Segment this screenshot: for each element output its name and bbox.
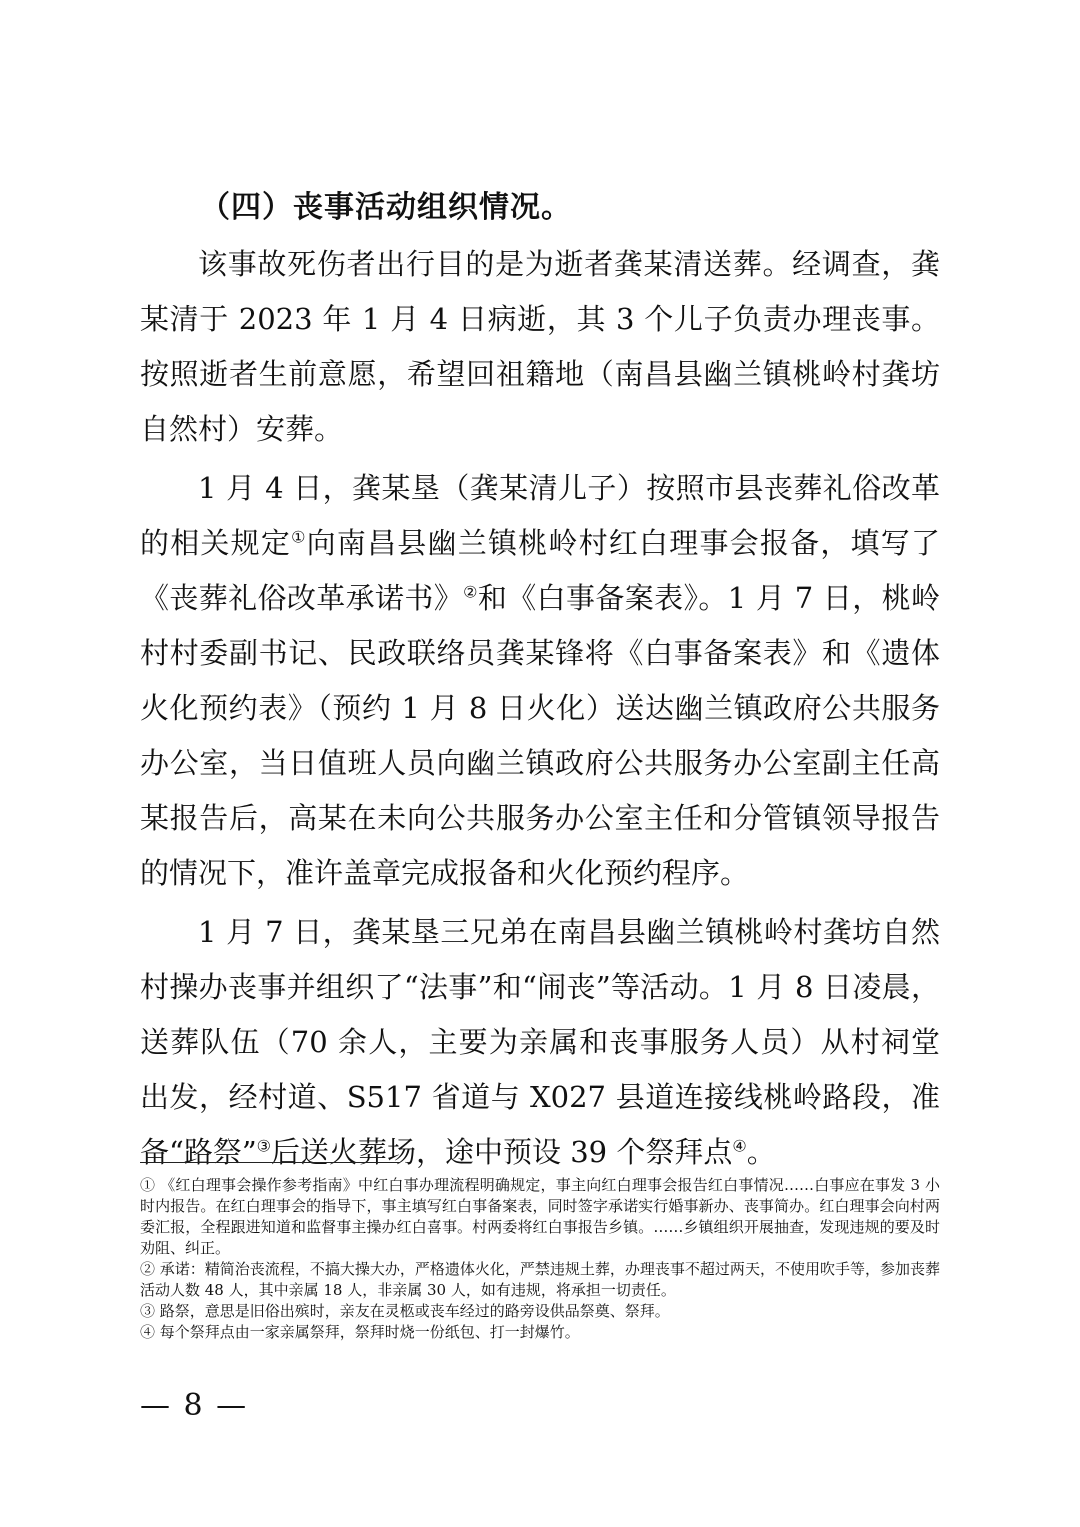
footnote-1: ① 《红白理事会操作参考指南》中红白事办理流程明确规定，事主向红白理事会报告红白事情况……白事应在事发 3 小时内报告。在红白理事会的指导下，事主填写红白事备案表，同时签字承诺实行婚事新办、丧事简办。红白理事会向村两委汇报，全程跟进知道和监督事主操办红白喜事。村两委将红白事报告乡镇。……乡镇组织开展抽查，发现违规的要及时劝阻、纠正。 — [140, 1176, 940, 1257]
footnote-4: ④ 每个祭拜点由一家亲属祭拜，祭拜时烧一份纸包、打一封爆竹。 — [140, 1323, 580, 1341]
paragraph-2-part-a: 1 月 4 日，龚某垦（龚某清儿子）按照市县丧葬礼俗改革的相关规定 — [140, 471, 940, 560]
section-heading: （四）丧事活动组织情况。 — [200, 190, 572, 225]
footnote-ref-1[interactable]: ① — [291, 527, 307, 547]
paragraph-3-part-c: 。 — [746, 1135, 776, 1169]
page-number: — 8 — — [140, 1388, 249, 1423]
footnote-ref-4[interactable]: ④ — [732, 1136, 747, 1156]
paragraph-3 — [140, 905, 940, 1180]
footnotes — [140, 1175, 940, 1343]
footnote-divider — [140, 1162, 400, 1163]
paragraph-1: 该事故死伤者出行目的是为逝者龚某清送葬。经调查，龚某清于 2023 年 1 月 4 日病逝，其 3 个儿子负责办理丧事。按照逝者生前意愿，希望回祖籍地（南昌县幽兰镇桃岭村龚坊自然村）安葬。 — [140, 247, 940, 446]
footnote-ref-3[interactable]: ③ — [256, 1136, 271, 1156]
footnote-ref-2[interactable]: ② — [463, 582, 478, 602]
body-text — [140, 237, 940, 1180]
footnote-3: ③ 路祭，意思是旧俗出殡时，亲友在灵柩或丧车经过的路旁设供品祭奠、祭拜。 — [140, 1302, 670, 1320]
paragraph-2 — [140, 461, 940, 901]
paragraph-2-part-b: 向南昌县幽兰镇桃岭村红白理事会报备，填写了《丧葬礼俗改革承诺书》 — [140, 526, 940, 615]
paragraph-2-part-c: 和《白事备案表》。1 月 7 日，桃岭村村委副书记、民政联络员龚某锋将《白事备案表》和《遗体火化预约表》（预约 1 月 8 日火化）送达幽兰镇政府公共服务办公室，当日值班人员向幽兰镇政府公共服务办公室副主任高某报告后，高某在未向公共服务办公室主任和分管镇领导报告的情况下，准许盖章完成报备和火化预约程序。 — [140, 581, 940, 890]
paragraph-3-part-b: 后送火葬场，途中预设 39 个祭拜点 — [271, 1135, 733, 1169]
paragraph-3-part-a: 1 月 7 日，龚某垦三兄弟在南昌县幽兰镇桃岭村龚坊自然村操办丧事并组织了“法事”和“闹丧”等活动。1 月 8 日凌晨，送葬队伍（70 余人，主要为亲属和丧事服务人员）从村祠堂出发，经村道、S517 省道与 X027 县道连接线桃岭路段，准备“路祭” — [140, 915, 940, 1169]
footnote-2: ② 承诺：精简治丧流程，不搞大操大办，严格遗体火化，严禁违规土葬，办理丧事不超过两天，不使用吹手等，参加丧葬活动人数 48 人，其中亲属 18 人，非亲属 30 人，如有违规，将承担一切责任。 — [140, 1260, 940, 1299]
